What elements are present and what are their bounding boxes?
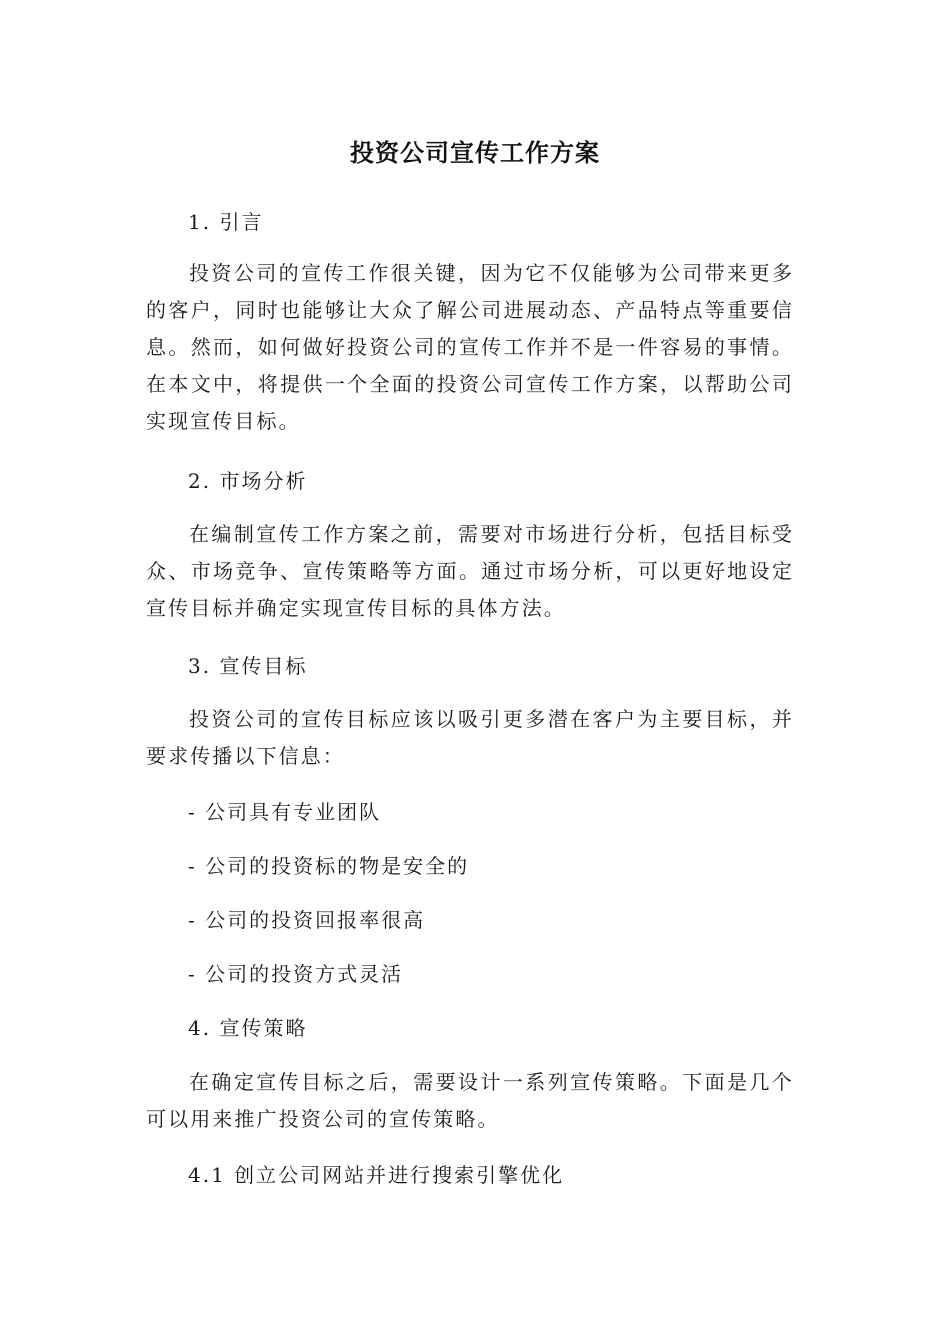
section-heading-strategy: 4. 宣传策略 bbox=[188, 1016, 308, 1040]
list-item: - 公司的投资回报率很高 bbox=[188, 908, 426, 932]
paragraph-goals: 投资公司的宣传目标应该以吸引更多潜在客户为主要目标，并要求传播以下信息： bbox=[146, 707, 794, 768]
list-item: - 公司具有专业团队 bbox=[188, 800, 382, 824]
list-item: - 公司的投资标的物是安全的 bbox=[188, 854, 470, 878]
list-item: - 公司的投资方式灵活 bbox=[188, 962, 404, 986]
section-heading-goals: 3. 宣传目标 bbox=[188, 654, 308, 678]
paragraph-market-analysis: 在编制宣传工作方案之前，需要对市场进行分析，包括目标受众、市场竞争、宣传策略等方面。通过市场分析，可以更好地设定宣传目标并确定实现宣传目标的具体方法。 bbox=[146, 522, 794, 620]
paragraph-intro: 投资公司的宣传工作很关键，因为它不仅能够为公司带来更多的客户，同时也能够让大众了解公司进展动态、产品特点等重要信息。然而，如何做好投资公司的宣传工作并不是一件容易的事情。在本文中，将提供一个全面的投资公司宣传工作方案，以帮助公司实现宣传目标。 bbox=[146, 261, 794, 433]
section-heading-market-analysis: 2. 市场分析 bbox=[188, 469, 308, 493]
section-heading-intro: 1. 引言 bbox=[188, 210, 264, 234]
document-title: 投资公司宣传工作方案 bbox=[350, 139, 600, 167]
subsection-heading-website-seo: 4.1 创立公司网站并进行搜索引擎优化 bbox=[188, 1163, 565, 1187]
paragraph-strategy: 在确定宣传目标之后，需要设计一系列宣传策略。下面是几个可以用来推广投资公司的宣传策略。 bbox=[146, 1070, 794, 1131]
